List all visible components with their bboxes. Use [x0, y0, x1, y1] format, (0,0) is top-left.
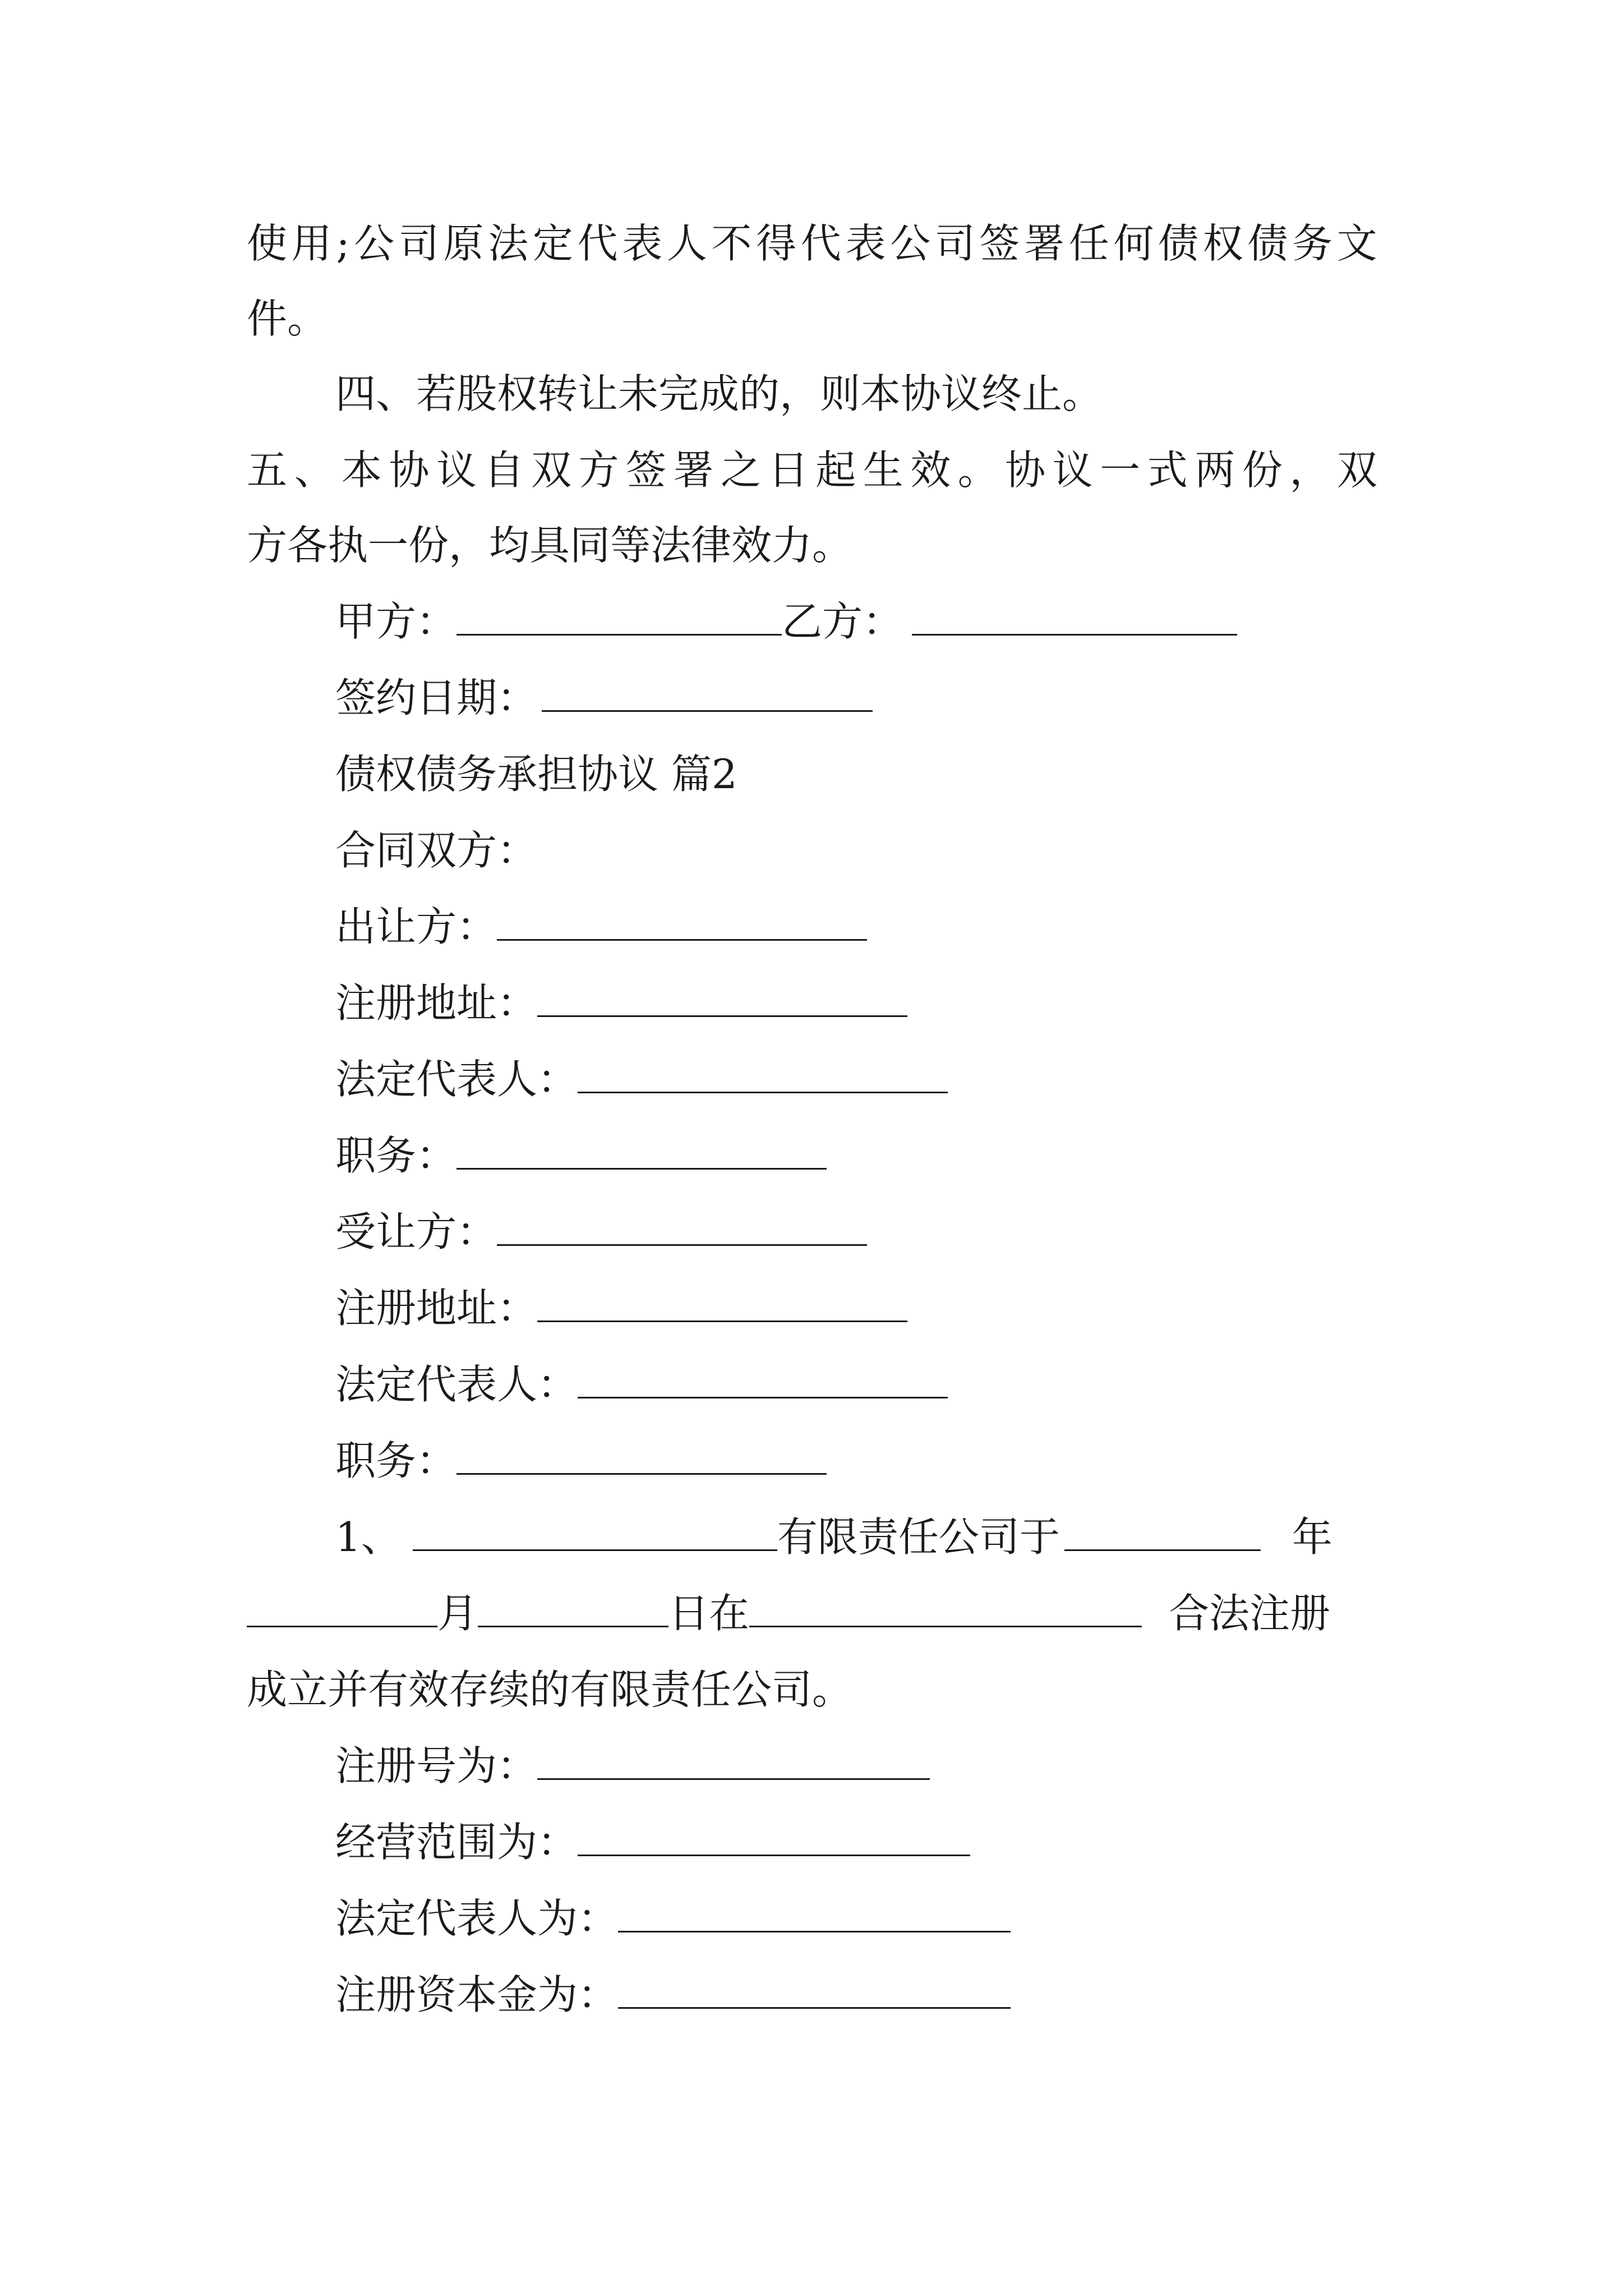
transferor-line [335, 900, 867, 954]
transferee-line [335, 1205, 867, 1259]
text-char: 议 [436, 447, 477, 494]
text-char: 用 [291, 220, 332, 267]
reg-no-line [335, 1739, 930, 1793]
month-blank [247, 1592, 437, 1627]
text-char: 协 [1005, 447, 1046, 494]
text-char: 双 [1336, 447, 1377, 494]
paragraph-1-line-1 [247, 217, 1377, 270]
transferee-rep-label: 法定代表人： [335, 1361, 578, 1408]
legal-rep-blank [618, 1897, 1011, 1932]
transferor-title-line [335, 1129, 827, 1182]
text-char: 效 [910, 447, 951, 494]
text-char: 。 [957, 447, 998, 494]
transferee-rep-blank [578, 1363, 948, 1398]
sign-date-line [335, 671, 873, 725]
transferee-title-blank [457, 1439, 827, 1475]
legal-rep-line [335, 1892, 1011, 1945]
text-char: 表 [622, 220, 663, 267]
place-blank [749, 1592, 1142, 1627]
reg-no-blank [537, 1745, 930, 1780]
legal-rep-label: 法定代表人为： [335, 1895, 619, 1942]
text-char: 之 [721, 447, 762, 494]
text-char: 协 [389, 447, 430, 494]
paragraph-1-line-2: 件。 [247, 295, 328, 342]
text-char: 代 [577, 220, 618, 267]
text-char: 份 [1242, 447, 1283, 494]
text-char: 签 [626, 447, 667, 494]
section-title: 债权债务承担协议 篇2 [335, 751, 737, 798]
transferee-address-blank [537, 1287, 907, 1322]
business-scope-line [335, 1815, 970, 1869]
reg-capital-line [335, 1968, 1011, 2022]
text-char: 一 [1100, 447, 1141, 494]
text-char: 原 [443, 220, 484, 267]
clause-1-line-1 [335, 1510, 1332, 1564]
party-b-label: 乙方： [782, 598, 903, 645]
transferor-address-blank [537, 982, 907, 1017]
paragraph-4: 四、若股权转让未完成的，则本协议终止。 [335, 370, 1103, 417]
month-label: 月 [437, 1590, 478, 1637]
reg-capital-blank [618, 1973, 1011, 2009]
paragraph-5-line-2: 方各执一份，均具同等法律效力。 [247, 522, 853, 569]
text-char: 任 [1068, 220, 1109, 267]
business-scope-label: 经营范围为： [335, 1819, 578, 1866]
business-scope-blank [578, 1821, 970, 1856]
text-char: 署 [673, 447, 714, 494]
text-char: 权 [1202, 220, 1243, 267]
transferee-title-line [335, 1434, 827, 1488]
text-char: 五 [247, 447, 288, 494]
text-char: 债 [1158, 220, 1199, 267]
text-char: 法 [488, 220, 529, 267]
reg-no-label: 注册号为： [335, 1742, 538, 1789]
parties-heading: 合同双方： [335, 827, 538, 874]
registered-label: 合法注册 [1169, 1590, 1331, 1637]
text-char: 人 [666, 220, 707, 267]
text-char: 自 [483, 447, 524, 494]
transferor-rep-blank [578, 1058, 948, 1093]
transferor-rep-label: 法定代表人： [335, 1056, 578, 1103]
sign-date-blank [542, 677, 873, 712]
party-a-label: 甲方： [335, 598, 457, 645]
text-char: 署 [1024, 220, 1065, 267]
text-char: 式 [1147, 447, 1188, 494]
year-blank [1064, 1516, 1261, 1551]
text-char: 代 [800, 220, 841, 267]
transferee-label: 受让方： [335, 1208, 497, 1255]
text-char: 表 [845, 220, 886, 267]
text-char: 起 [815, 447, 856, 494]
transferee-address-label: 注册地址： [335, 1285, 538, 1332]
text-char: 务 [1292, 220, 1333, 267]
reg-capital-label: 注册资本金为： [335, 1971, 619, 2018]
text-char: 何 [1113, 220, 1154, 267]
transferee-rep-line [335, 1358, 948, 1411]
text-char: 司 [398, 220, 439, 267]
text-char: 公 [890, 220, 931, 267]
text-char: 文 [1336, 220, 1377, 267]
company-name-blank [413, 1516, 777, 1551]
transferor-address-label: 注册地址： [335, 979, 538, 1027]
text-char: 公 [354, 220, 395, 267]
text-char: 方 [578, 447, 619, 494]
paragraph-5-line-1 [247, 443, 1377, 497]
party-a-blank [457, 600, 782, 636]
clause-1-line-3: 成立并有效存续的有限责任公司。 [247, 1666, 853, 1713]
text-char: 日 [768, 447, 809, 494]
sign-date-label: 签约日期： [335, 674, 538, 721]
year-label: 年 [1292, 1513, 1332, 1561]
transferee-address-line [335, 1281, 907, 1335]
party-b-blank [912, 600, 1237, 636]
transferor-title-label: 职务： [335, 1132, 457, 1179]
transferor-blank [497, 905, 867, 941]
text-char: 本 [342, 447, 382, 494]
text-char: 生 [863, 447, 903, 494]
clause-1-line-2 [247, 1586, 1330, 1640]
text-char: 签 [979, 220, 1020, 267]
text-char: ， [1289, 447, 1330, 494]
clause-1-number: 1、 [335, 1513, 402, 1561]
transferor-title-blank [457, 1134, 827, 1170]
text-char: 不 [711, 220, 752, 267]
day-blank [478, 1592, 668, 1627]
text-char: 使 [247, 220, 288, 267]
text-char: 司 [934, 220, 975, 267]
clause-1-company-suffix: 有限责任公司于 [777, 1513, 1060, 1561]
transferee-blank [497, 1211, 867, 1246]
text-char: 两 [1195, 447, 1235, 494]
text-char: 得 [756, 220, 797, 267]
transferor-label: 出让方： [335, 903, 497, 950]
transferor-rep-line [335, 1052, 948, 1106]
text-char: 议 [1052, 447, 1093, 494]
party-signature-line [335, 595, 1237, 648]
text-char: 债 [1247, 220, 1288, 267]
text-char: 双 [531, 447, 572, 494]
text-char: 定 [532, 220, 573, 267]
day-at-label: 日在 [668, 1590, 750, 1637]
text-char: ; [336, 220, 350, 267]
text-char: 、 [294, 447, 335, 494]
transferor-address-line [335, 976, 907, 1030]
transferee-title-label: 职务： [335, 1437, 457, 1484]
